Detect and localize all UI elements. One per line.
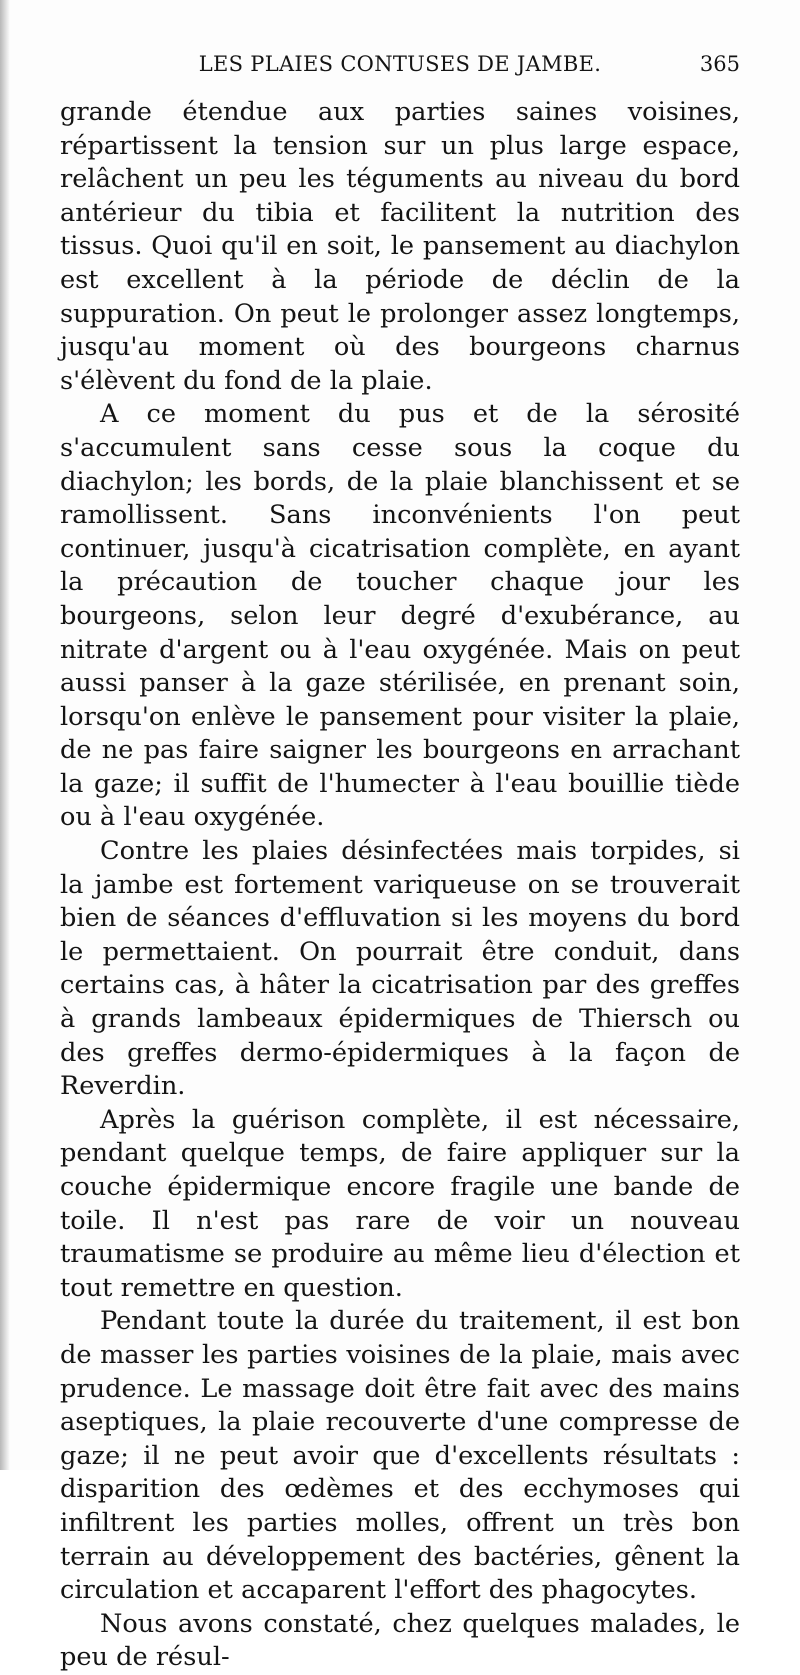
paragraph-diachylon: A ce moment du pus et de la sérosité s'accumulent sans cesse sous la coque du diachylon; les bords, de la plaie blanchissent et se ramollissent. Sans inconvénients l'on peut continuer, jusqu'à cicatrisation complète, en ayant la précaution de toucher chaque jour les bourgeons, selon leur degré d'exubérance, au nitrate d'argent ou à l'eau oxygénée. Mais on peut aussi panser à la gaze stérilisée, en prenant soin, lorsqu'on enlève le pansement pour visiter la plaie, de ne pas faire saigner les bourgeons en arrachant la gaze; il suffit de l'humecter à l'eau bouillie tiède ou à l'eau oxygénée. <box>60 399 740 833</box>
paragraph-massage: Pendant toute la durée du traitement, il est bon de masser les parties voisines de la plaie, mais avec prudence. Le massage doit être fait avec des mains aseptiques, la plaie recouverte d'une compresse de gaze; il ne peut avoir que d'excellents résultats : disparition des œdèmes et des ecchymoses qui infiltrent les parties molles, offrent un très bon terrain au développement des bactéries, gênent la circulation et accaparent l'effort des phagocytes. <box>60 1306 740 1606</box>
paragraph-final: Nous avons constaté, chez quelques malades, le peu de résul- <box>60 1608 740 1673</box>
paragraph-continuation: grande étendue aux parties saines voisines, répartissent la tension sur un plus large espace, relâchent un peu les téguments au niveau du bord antérieur du tibia et facilitent la nutrition des tissus. Quoi qu'il en soit, le pansement au diachylon est excellent à la période de déclin de la suppuration. On peut le prolonger assez longtemps, jusqu'au moment où des bourgeons charnus s'élèvent du fond de la plaie. <box>60 97 740 396</box>
page-header <box>60 52 740 92</box>
paragraph-after-healing: Après la guérison complète, il est nécessaire, pendant quelque temps, de faire appliquer sur la couche épidermique encore fragile une bande de toile. Il n'est pas rare de voir un nouveau traumatisme se produire au même lieu d'élection et tout remettre en question. <box>60 1104 740 1303</box>
running-title: LES PLAIES CONTUSES DE JAMBE. <box>198 52 602 76</box>
page-edge-shadow <box>0 0 10 1470</box>
paragraph-torpid-wounds: Contre les plaies désinfectées mais torpides, si la jambe est fortement variqueuse on se trouverait bien de séances d'effluvation si les moyens du bord le permettaient. On pourrait être conduit, dans certains cas, à hâter la cicatrisation par des greffes à grands lambeaux épidermiques de Thiersch ou des greffes dermo-épidermiques à la façon de Reverdin. <box>60 836 740 1102</box>
body-text <box>60 96 740 1675</box>
page-number: 365 <box>699 52 740 76</box>
